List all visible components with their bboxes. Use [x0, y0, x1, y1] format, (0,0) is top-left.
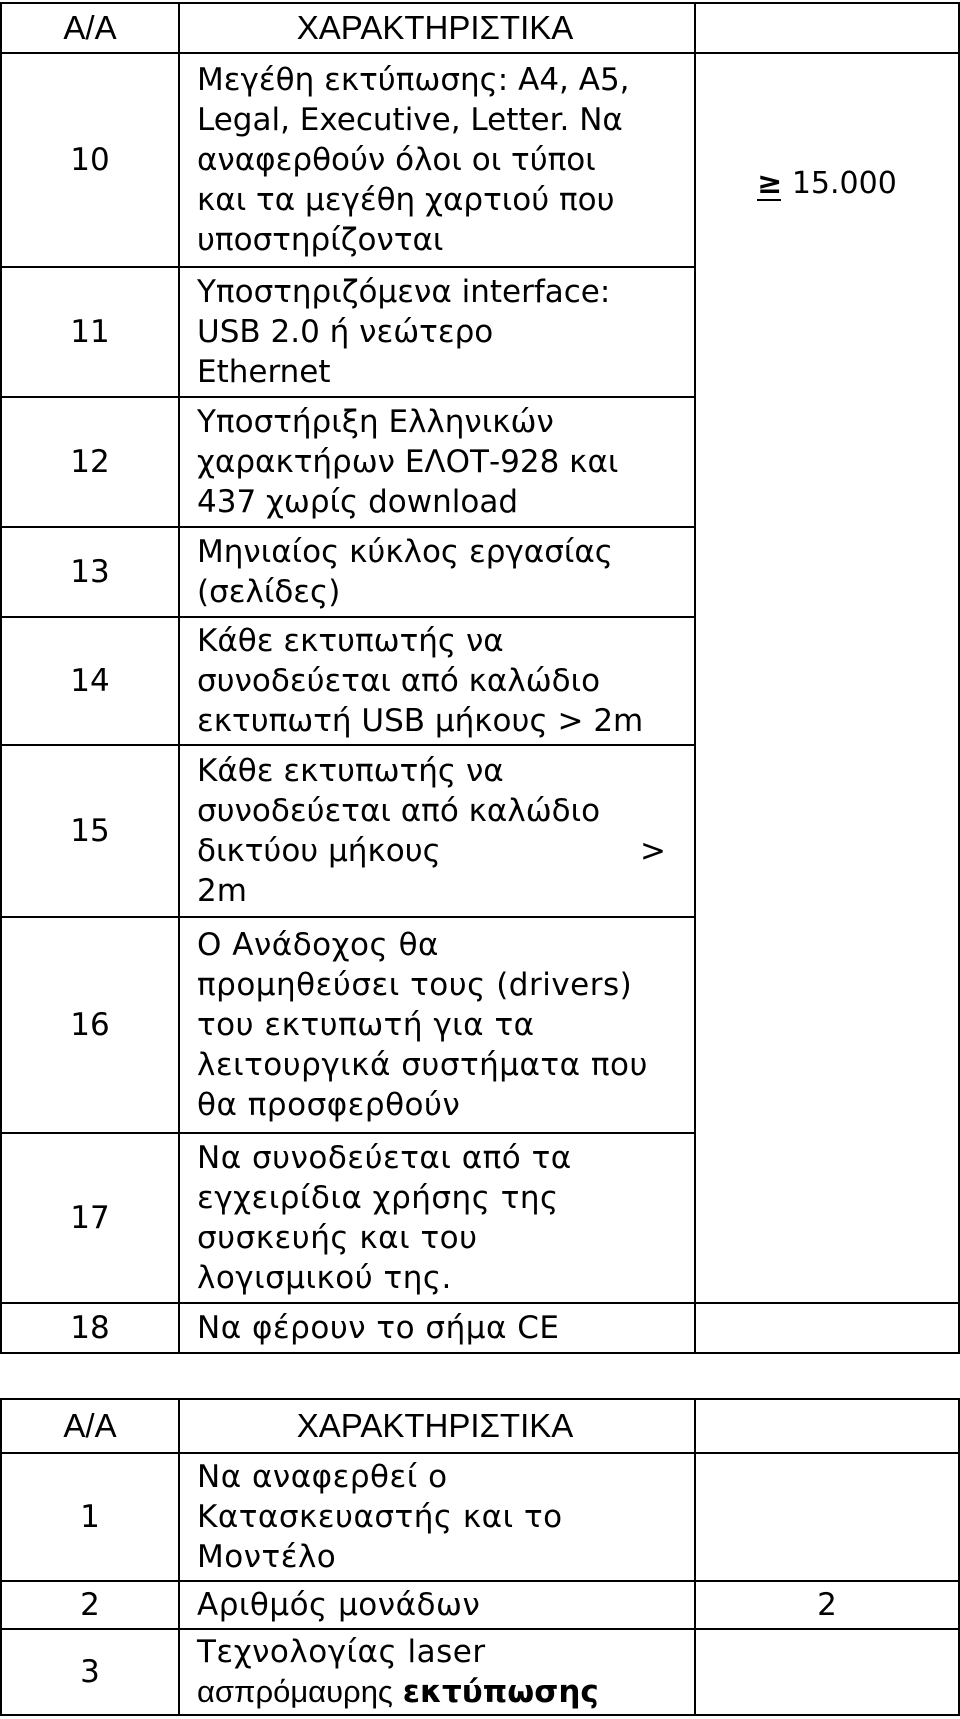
row-spec: Κάθε εκτυπωτής να συνοδεύεται από καλώδιο εκτυπωτή USB μήκους > 2m — [179, 617, 695, 745]
row-number: 15 — [1, 745, 179, 917]
table-header-row — [1, 3, 959, 53]
row-requirement — [695, 1453, 959, 1581]
row-spec: Μηνιαίος κύκλος εργασίας (σελίδες) — [179, 527, 695, 617]
table-row — [1, 1453, 959, 1581]
row-number: 11 — [1, 267, 179, 397]
row-number: 12 — [1, 397, 179, 527]
header-aa: Α/Α — [1, 3, 179, 53]
row-number: 14 — [1, 617, 179, 745]
header-requirement — [695, 3, 959, 53]
row-spec: Υποστηριζόμενα interface: USB 2.0 ή νεώτερο Ethernet — [179, 267, 695, 397]
greater-or-equal-symbol: ≥ — [757, 164, 782, 204]
row-number: 16 — [1, 917, 179, 1133]
row-requirement — [695, 53, 959, 1303]
row-requirement — [695, 1629, 959, 1715]
row-number: 1 — [1, 1453, 179, 1581]
row-requirement — [695, 1303, 959, 1353]
row-spec: Μεγέθη εκτύπωσης: Α4, Α5, Legal, Executive, Letter. Να αναφερθούν όλοι οι τύποι και τα μεγέθη χαρτιού που υποστηρίζονται — [179, 53, 695, 267]
row-number: 2 — [1, 1581, 179, 1629]
header-aa: Α/Α — [1, 1399, 179, 1453]
table-header-row — [1, 1399, 959, 1453]
table-row — [1, 1303, 959, 1353]
row-number: 10 — [1, 53, 179, 267]
header-characteristics: ΧΑΡΑΚΤΗΡΙΣΤΙΚΑ — [179, 3, 695, 53]
row-number: 13 — [1, 527, 179, 617]
row-number: 18 — [1, 1303, 179, 1353]
row-spec: Ο Ανάδοχος θα προμηθεύσει τους (drivers) του εκτυπωτή για τα λειτουργικά συστήματα που θα προσφερθούν — [179, 917, 695, 1133]
table-row — [1, 53, 959, 267]
row-requirement: 2 — [695, 1581, 959, 1629]
row-spec: Να φέρουν το σήμα CE — [179, 1303, 695, 1353]
row-spec: Αριθμός μονάδων — [179, 1581, 695, 1629]
header-characteristics: ΧΑΡΑΚΤΗΡΙΣΤΙΚΑ — [179, 1399, 695, 1453]
row-spec: Να αναφερθεί ο Κατασκευαστής και το Μοντέλο — [179, 1453, 695, 1581]
row-number: 17 — [1, 1133, 179, 1303]
table-row — [1, 1581, 959, 1629]
row-spec: Κάθε εκτυπωτής να συνοδεύεται από καλώδιο δικτύου μήκους > 2m — [179, 745, 695, 917]
row-spec: Τεχνολογίας laser ασπρόμαυρης εκτύπωσης — [179, 1629, 695, 1715]
header-requirement — [695, 1399, 959, 1453]
table-row — [1, 1629, 959, 1715]
specs-table-2 — [0, 1398, 960, 1716]
monthly-cycle-requirement: ≥ 15.000 — [757, 166, 897, 201]
row-spec: Να συνοδεύεται από τα εγχειρίδια χρήσης της συσκευής και του λογισμικού της. — [179, 1133, 695, 1303]
row-spec: Υποστήριξη Ελληνικών χαρακτήρων ΕΛΟΤ-928 και 437 χωρίς download — [179, 397, 695, 527]
row-number: 3 — [1, 1629, 179, 1715]
specs-table-1 — [0, 2, 960, 1354]
